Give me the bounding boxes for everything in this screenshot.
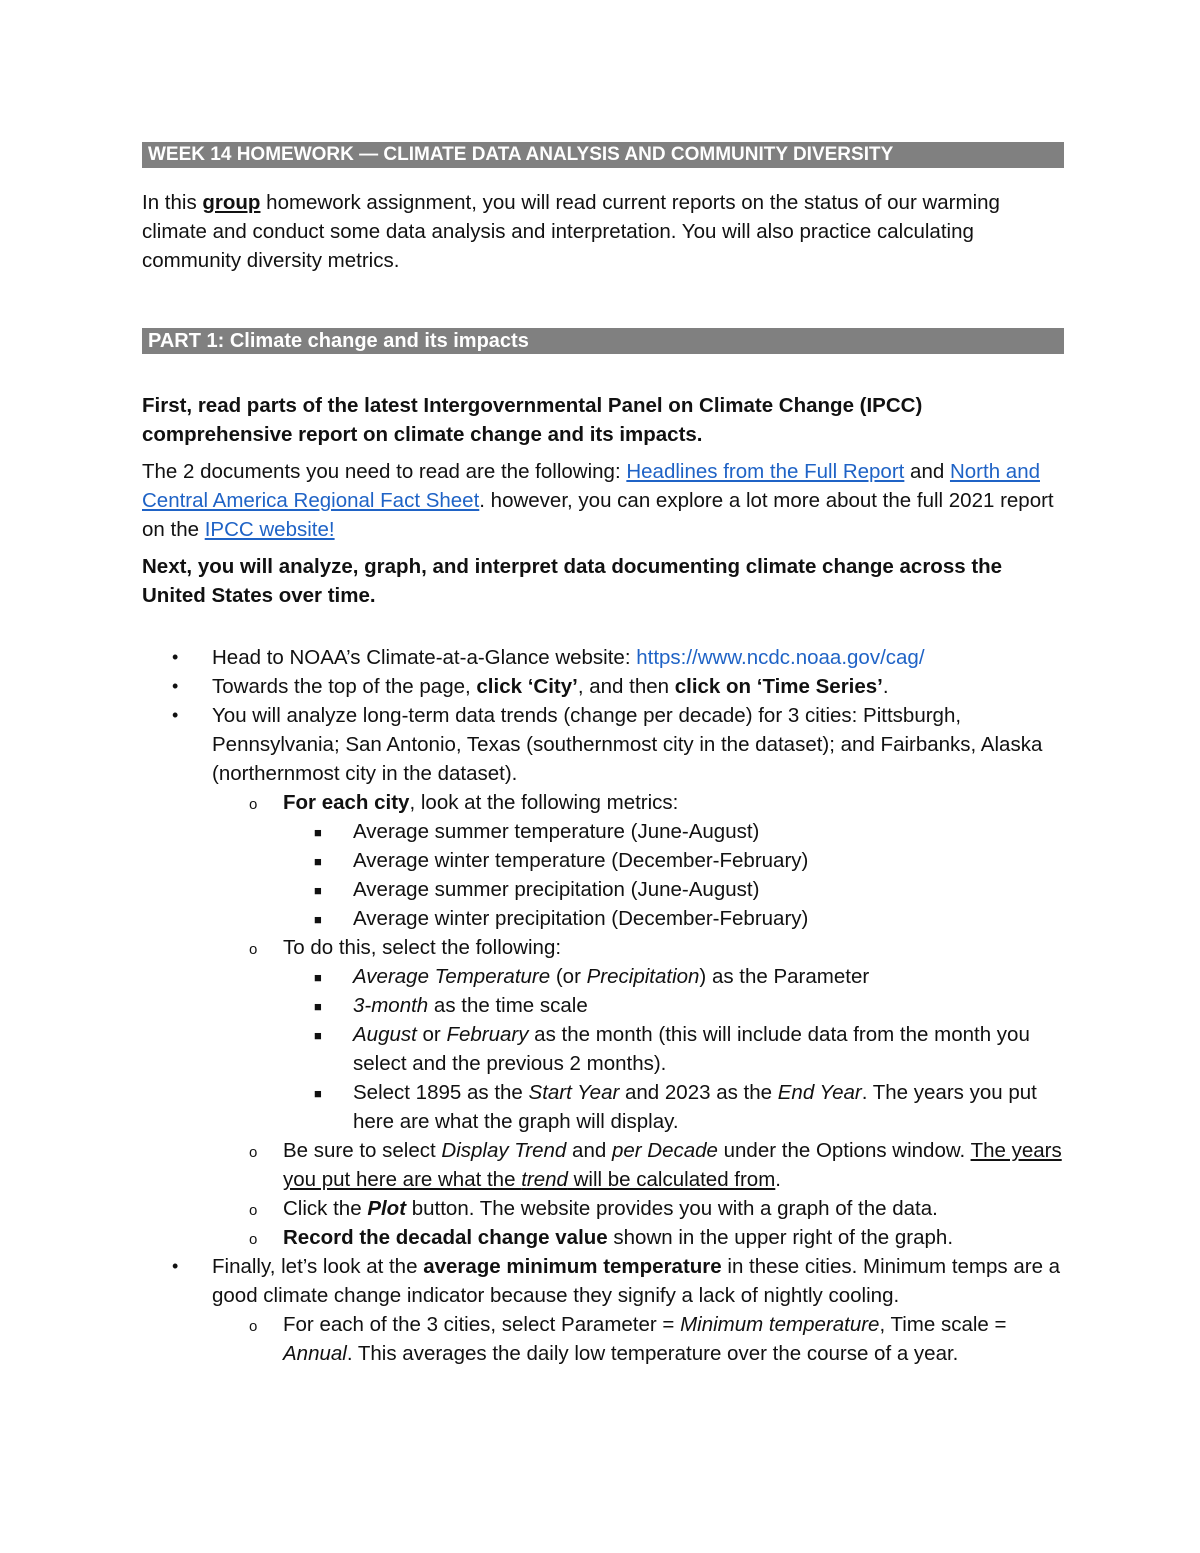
homework-title: WEEK 14 HOMEWORK — CLIMATE DATA ANALYSIS AND COMMUNITY DIVERSITY [148, 144, 894, 165]
square-bullet-icon: ■ [314, 1086, 322, 1101]
read-heading: First, read parts of the latest Intergovernmental Panel on Climate Change (IPCC) comprehensive report on climate change and its impacts. [142, 394, 923, 446]
list-item: • Finally, let’s look at the average minimum temperature in these cities. Minimum temps are a good climate change indicator because they signify a lack of nightly cooling. [142, 1252, 1064, 1310]
option-item: ■ Select 1895 as the Start Year and 2023 as the End Year. The years you put here are what the graph will display. [314, 1081, 1037, 1133]
homework-title-bar [142, 142, 1064, 168]
group-emphasis: group [202, 191, 261, 214]
metric-item: ■ Average summer precipitation (June-August) [142, 875, 1064, 904]
square-bullet-icon: ■ [314, 970, 322, 985]
sub-list-item: o For each of the 3 cities, select Parameter = Minimum temperature, Time scale = Annual. This averages the daily low temperature over the course of a year. [249, 1313, 1007, 1365]
square-bullet-icon: ■ [314, 912, 322, 927]
list-item: • Head to NOAA’s Climate-at-a-Glance website: https://www.ncdc.noaa.gov/cag/ [142, 643, 1064, 672]
noaa-cag-link[interactable]: https://www.ncdc.noaa.gov/cag/ [636, 646, 925, 669]
circle-bullet-icon: o [249, 941, 258, 958]
square-bullet-icon: ■ [314, 883, 322, 898]
bullet-icon: • [172, 1256, 179, 1276]
circle-bullet-icon: o [249, 796, 258, 813]
square-bullet-icon: ■ [314, 825, 322, 840]
intro-paragraph: In this group homework assignment, you will read current reports on the status of our warming climate and conduct some data analysis and interpretation. You will also practice calculating community diversity metrics. [142, 191, 1000, 272]
regional-fact-sheet-link[interactable]: North and Central America Regional Fact Sheet [142, 460, 1040, 512]
metric-item: ■ Average summer temperature (June-August) [142, 817, 1064, 846]
circle-bullet-icon: o [249, 1144, 258, 1161]
square-bullet-icon: ■ [314, 999, 322, 1014]
sub-list-item: o For each city, look at the following metrics: [142, 788, 1064, 817]
sub-list-item: o Click the Plot button. The website provides you with a graph of the data. [142, 1194, 1064, 1223]
ipcc-website-link[interactable]: IPCC website! [204, 518, 335, 541]
headlines-full-report-link[interactable]: Headlines from the Full Report [626, 460, 905, 483]
sub-list-item: o Record the decadal change value shown in the upper right of the graph. [142, 1223, 1064, 1252]
instructions-list [142, 643, 1064, 1368]
metric-item: ■ Average winter temperature (December-February) [142, 846, 1064, 875]
option-item: ■ August or February as the month (this will include data from the month you select and the previous 2 months). [314, 1023, 1030, 1075]
document-content [142, 142, 1064, 1368]
circle-bullet-icon: o [249, 1318, 258, 1335]
square-bullet-icon: ■ [314, 854, 322, 869]
circle-bullet-icon: o [249, 1231, 258, 1248]
square-bullet-icon: ■ [314, 1028, 322, 1043]
option-item: ■ 3-month as the time scale [142, 991, 1064, 1020]
part1-title: PART 1: Climate change and its impacts [148, 330, 529, 352]
bullet-icon: • [172, 705, 179, 725]
bullet-icon: • [172, 647, 179, 667]
circle-bullet-icon: o [249, 1202, 258, 1219]
option-item: ■ Average Temperature (or Precipitation) as the Parameter [142, 962, 1064, 991]
analyze-heading: Next, you will analyze, graph, and interpret data documenting climate change across the United States over time. [142, 555, 1003, 607]
sub-list-item: o To do this, select the following: [142, 933, 1064, 962]
sub-list-item: o Be sure to select Display Trend and per Decade under the Options window. The years you put here are what the trend will be calculated from. [249, 1139, 1062, 1191]
list-item: • Towards the top of the page, click ‘City’, and then click on ‘Time Series’. [142, 672, 1064, 701]
documents-paragraph: The 2 documents you need to read are the following: Headlines from the Full Report and North and Central America Regional Fact Sheet. however, you can explore a lot more about the full 2021 report on the IPCC website! [142, 460, 1054, 541]
metric-item: ■ Average winter precipitation (December-February) [142, 904, 1064, 933]
part1-title-bar [142, 328, 1064, 354]
bullet-icon: • [172, 676, 179, 696]
list-item: • You will analyze long-term data trends (change per decade) for 3 cities: Pittsburgh, Pennsylvania; San Antonio, Texas (southernmost city in the dataset); and Fairbanks, Alaska (northernmost city in the dataset). [142, 701, 1064, 788]
